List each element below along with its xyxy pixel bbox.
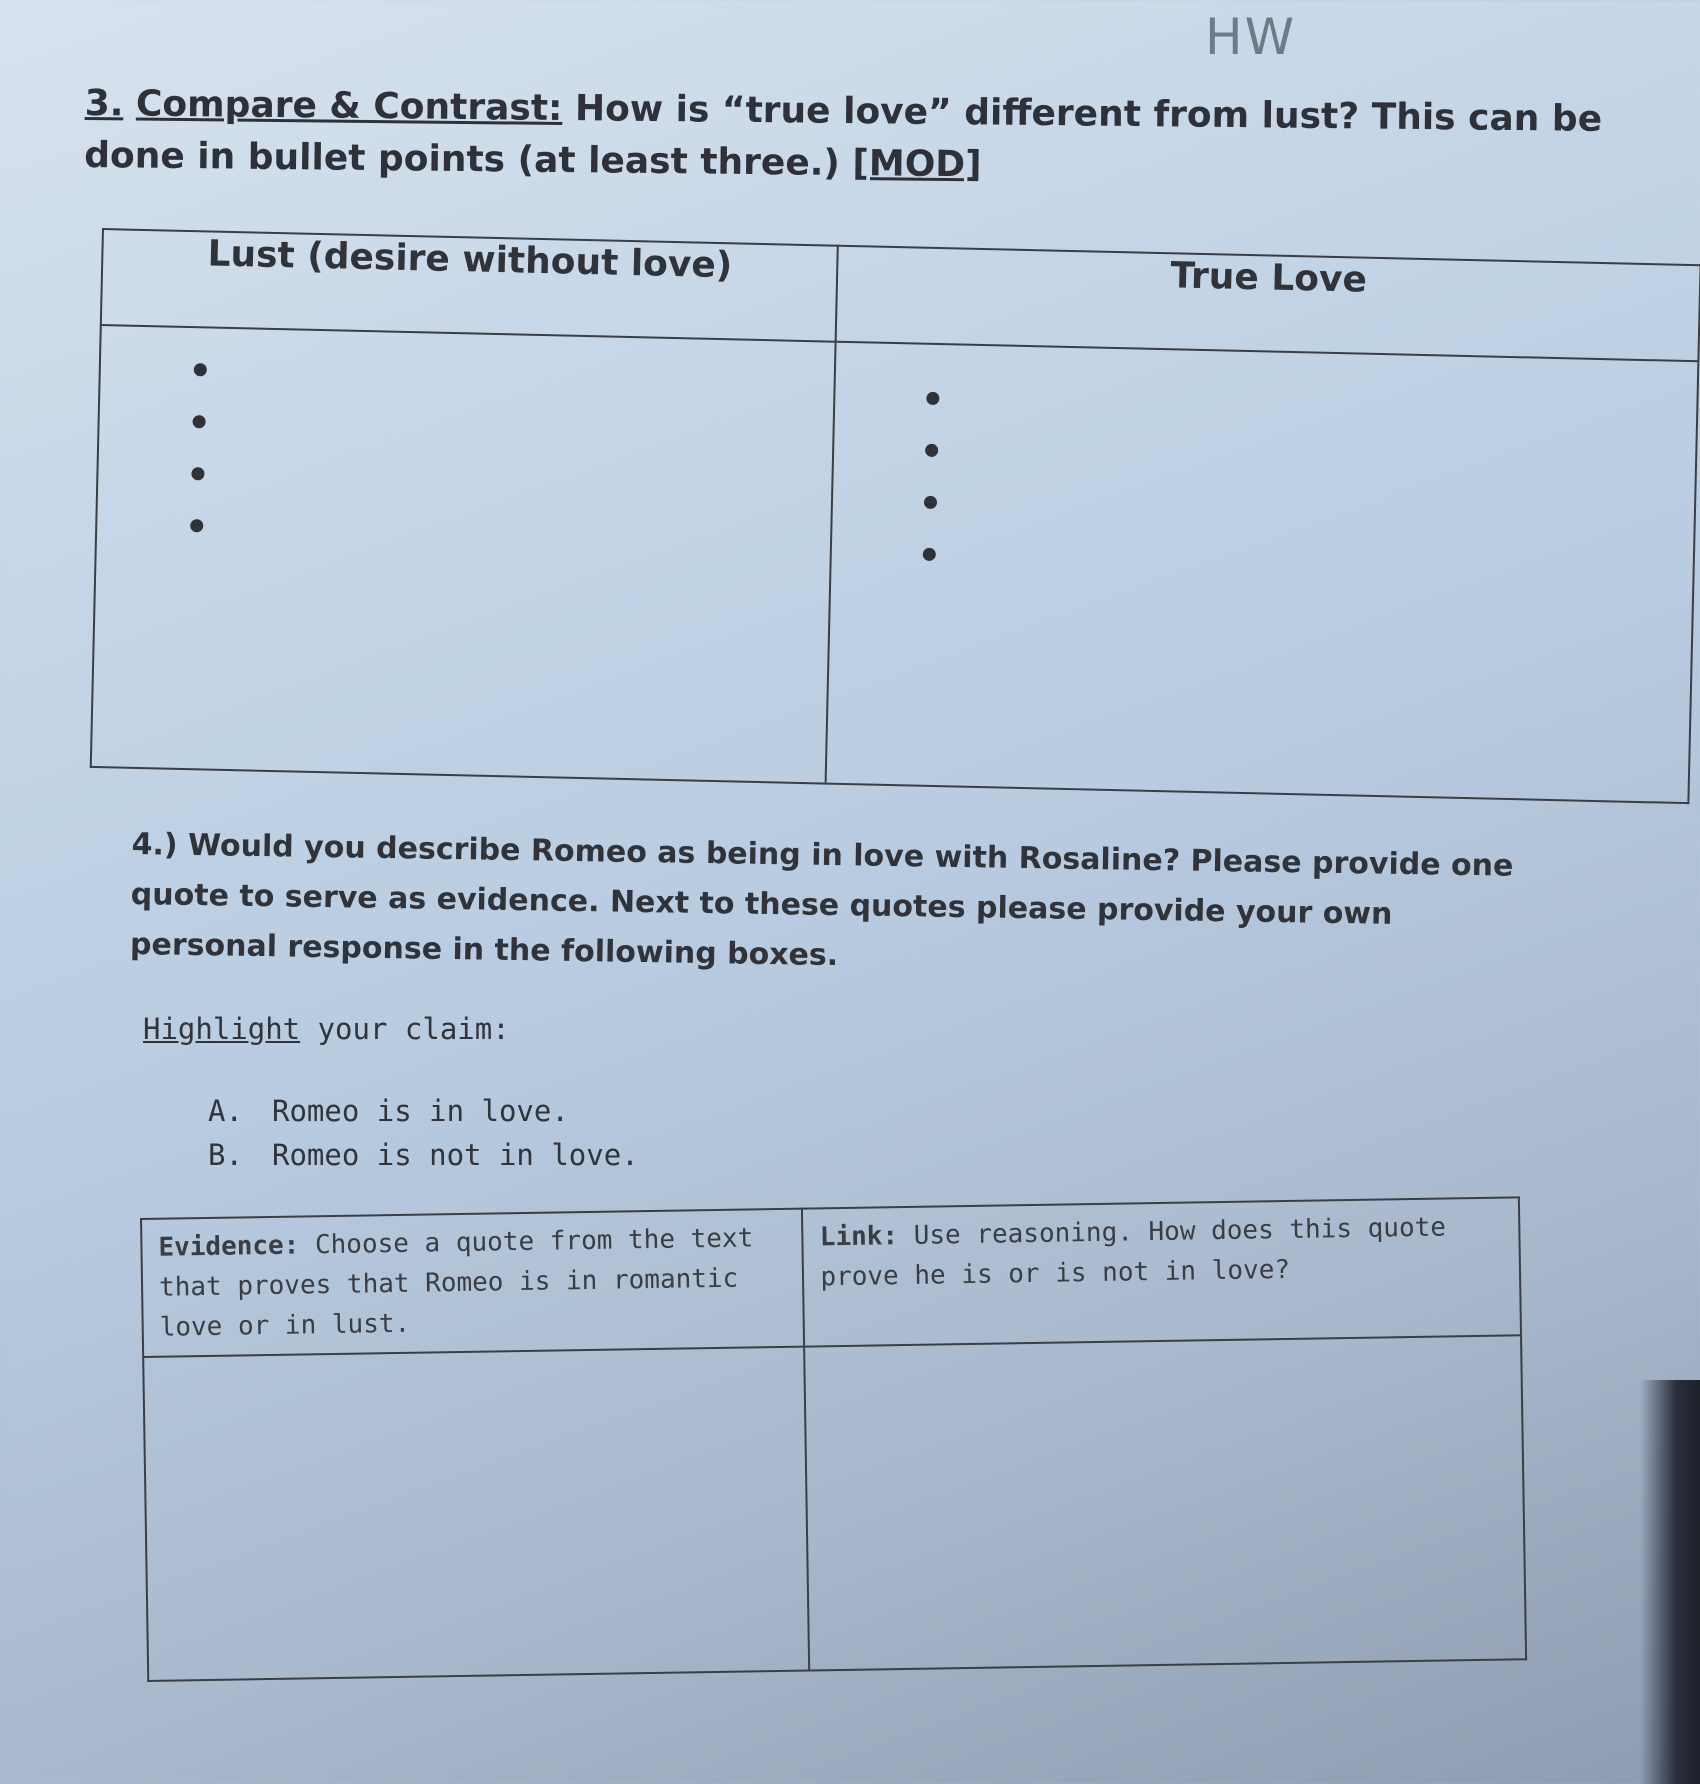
evidence-column-header: Evidence: Choose a quote from the text that proves that Romeo is in romantic love or in lust. <box>141 1209 805 1357</box>
question-3-number: 3. <box>84 82 124 125</box>
question-3-label: Compare & Contrast: <box>135 83 563 130</box>
claim-highlight-word: Highlight <box>143 1012 301 1046</box>
evidence-link-table <box>140 1196 1527 1682</box>
claim-option-a[interactable]: A. Romeo is in love. <box>208 1094 569 1128</box>
claim-option-b[interactable]: B. Romeo is not in love. <box>208 1138 639 1172</box>
link-column-header: Link: Use reasoning. How does this quote prove he is or is not in love? <box>802 1197 1521 1346</box>
handwritten-hw-note: HW <box>1205 8 1297 66</box>
lust-vs-love-table <box>90 228 1700 804</box>
lust-column-header: Lust (desire without love) <box>101 229 838 342</box>
lust-answer-cell[interactable] <box>91 325 836 784</box>
page-edge-shadow <box>1640 1380 1700 1784</box>
true-love-column-header: True Love <box>836 246 1700 362</box>
claim-prompt-rest: your claim: <box>300 1012 510 1046</box>
claim-options <box>208 1094 639 1182</box>
question-3-tag: [MOD] <box>852 143 982 186</box>
evidence-answer-cell[interactable] <box>143 1347 809 1681</box>
true-love-bullet-list <box>832 344 1696 603</box>
claim-prompt <box>143 1012 510 1046</box>
question-3-text: How is “true love” different from lust? This can be done in bullet points (at least three.) <box>83 88 1603 185</box>
question-4: 4.) Would you describe Romeo as being in love with Rosaline? Please provide one quote to serve as evidence. Next to these quotes please provide your own personal response in the following boxes. <box>129 826 1514 974</box>
lust-bullet-list <box>98 327 834 572</box>
true-love-answer-cell[interactable] <box>826 342 1699 803</box>
question-3 <box>84 78 1685 199</box>
link-answer-cell[interactable] <box>805 1335 1527 1670</box>
